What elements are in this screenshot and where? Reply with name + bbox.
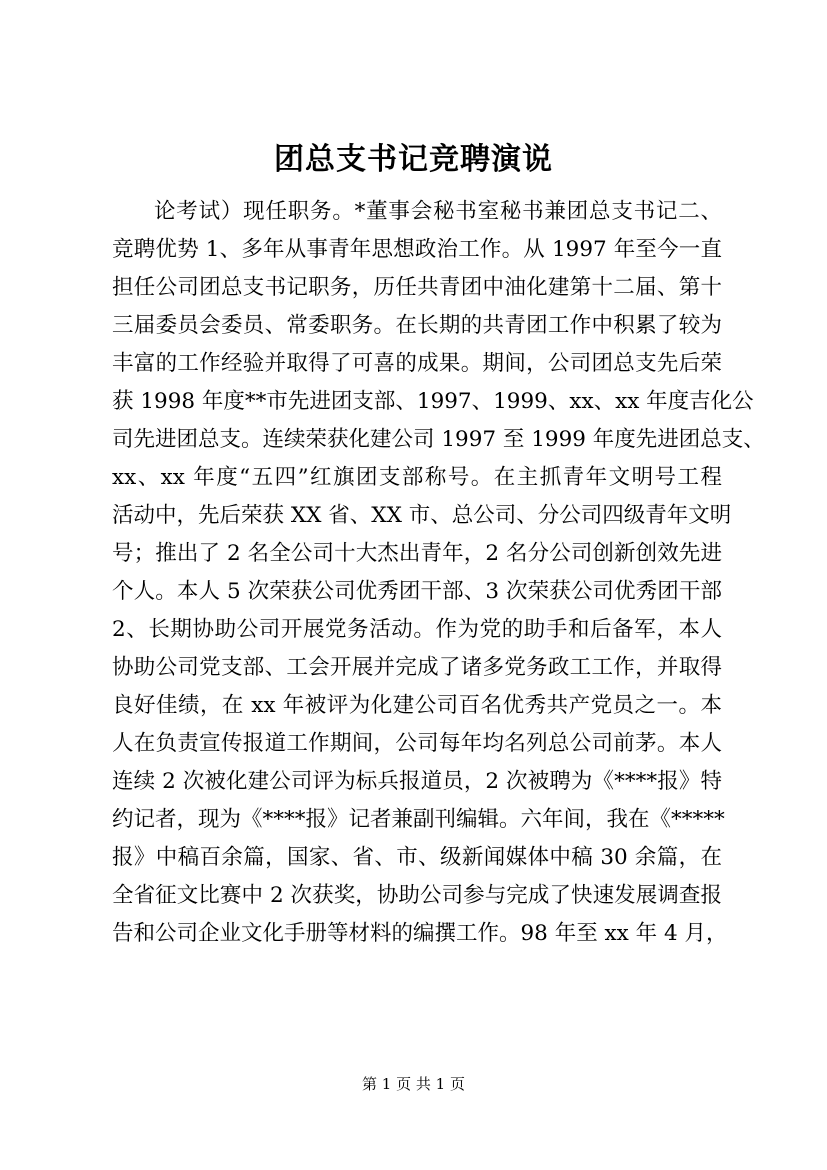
body-line: 约记者，现为《****报》记者兼副刊编辑。六年间，我在《***** xyxy=(112,807,725,832)
body-line: 竞聘优势 1、多年从事青年思想政治工作。从 1997 年至今一直 xyxy=(112,237,722,262)
body-line: 三届委员会委员、常委职务。在长期的共青团工作中积累了较为 xyxy=(112,313,722,338)
body-line: 良好佳绩，在 xx 年被评为化建公司百名优秀共产党员之一。本 xyxy=(112,693,722,718)
body-line: 连续 2 次被化建公司评为标兵报道员，2 次被聘为《****报》特 xyxy=(112,769,722,794)
body-line: 丰富的工作经验并取得了可喜的成果。期间，公司团总支先后荣 xyxy=(112,351,722,376)
body-line: 活动中，先后荣获 XX 省、XX 市、总公司、分公司四级青年文明 xyxy=(112,503,732,528)
page-footer: 第 1 页 共 1 页 xyxy=(362,1075,465,1093)
document-title: 团总支书记竞聘演说 xyxy=(274,142,553,177)
body-line: 2、长期协助公司开展党务活动。作为党的助手和后备军，本人 xyxy=(112,617,722,642)
body-line: 报》中稿百余篇，国家、省、市、级新闻媒体中稿 30 余篇，在 xyxy=(112,845,722,870)
body-line: 号；推出了 2 名全公司十大杰出青年，2 名分公司创新创效先进 xyxy=(112,541,722,566)
body-line: 人在负责宣传报道工作期间，公司每年均名列总公司前茅。本人 xyxy=(112,731,722,756)
body-line: 告和公司企业文化手册等材料的编撰工作。98 年至 xx 年 4 月， xyxy=(112,921,728,946)
body-line: 担任公司团总支书记职务，历任共青团中油化建第十二届、第十 xyxy=(112,275,722,300)
body-line: xx、xx 年度“五四”红旗团支部称号。在主抓青年文明号工程 xyxy=(112,465,722,490)
body-line: 论考试）现任职务。*董事会秘书室秘书兼团总支书记二、 xyxy=(154,199,722,224)
body-line: 获 1998 年度**市先进团支部、1997、1999、xx、xx 年度吉化公 xyxy=(112,389,754,414)
body-line: 全省征文比赛中 2 次获奖，协助公司参与完成了快速发展调查报 xyxy=(112,883,722,908)
body-line: 个人。本人 5 次荣获公司优秀团干部、3 次荣获公司优秀团干部 xyxy=(112,579,722,604)
body-line: 司先进团总支。连续荣获化建公司 1997 至 1999 年度先进团总支、 xyxy=(112,427,765,452)
body-line: 协助公司党支部、工会开展并完成了诸多党务政工工作，并取得 xyxy=(112,655,722,680)
